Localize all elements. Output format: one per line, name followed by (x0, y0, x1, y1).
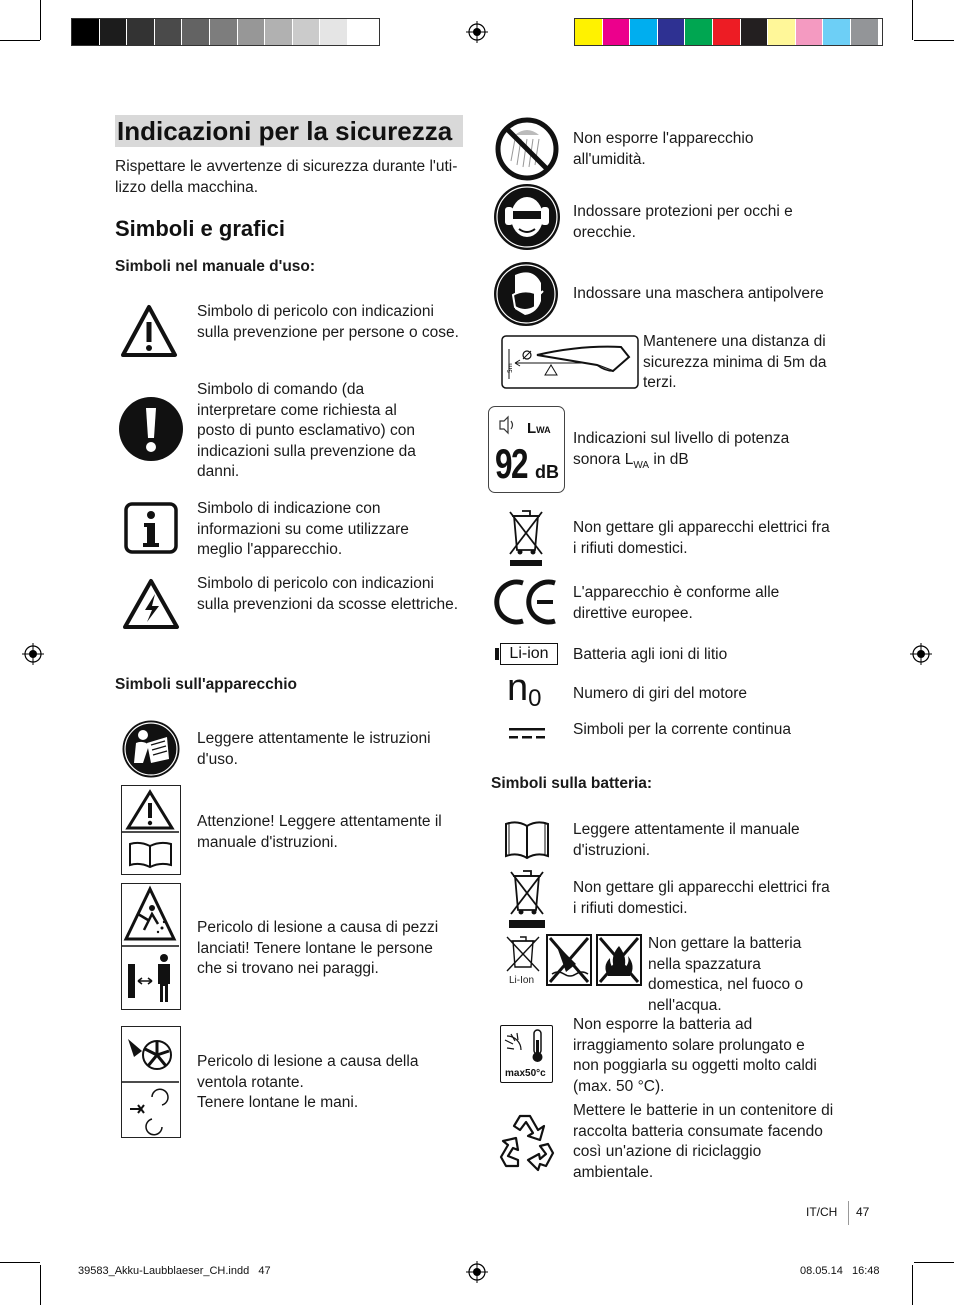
li-ion-icon: Li-ion (495, 643, 559, 665)
grayscale-bar (71, 18, 380, 46)
dust-mask-icon (493, 261, 559, 327)
device-symbol-text: Attenzione! Leggere attentamente il manuale d'istruzioni. (197, 813, 442, 851)
manual-symbol-text: Simbolo di pericolo con indicazioni sulla prevenzione per persone o cose. (197, 303, 459, 341)
intro-text: Rispettare le avvertenze di sicurezza durante l'uti-lizzo della macchina. (115, 158, 458, 196)
right-symbol-text: Indossare protezioni per occhi e orecchie. (573, 203, 793, 241)
device-symbol-text: Leggere attentamente le istruzioni d'uso. (197, 730, 431, 768)
li-ion-small-label: Li-Ion (509, 975, 535, 986)
color-swatch (348, 19, 376, 45)
info-icon (124, 502, 178, 554)
color-swatch (238, 19, 266, 45)
right-symbol-text: Simboli per la corrente continua (573, 721, 791, 738)
color-swatch (823, 19, 851, 45)
eye-ear-protection-icon (493, 183, 561, 251)
safety-distance-icon (501, 335, 639, 389)
color-swatch (630, 19, 658, 45)
attention-manual-icon (121, 785, 181, 875)
footer-divider (848, 1201, 849, 1225)
weee-bin-icon (506, 506, 546, 568)
sound-power-icon (488, 406, 565, 493)
color-bar (574, 18, 883, 46)
color-swatch (603, 19, 631, 45)
exclamation-circle-icon (118, 396, 184, 462)
device-symbol-text: Pericolo di lesione a causa di pezzi lanciati! Tenere lontane le persone che si trovano nei paraggi. (197, 919, 439, 978)
color-swatch (100, 19, 128, 45)
device-symbols-heading: Simboli sull'apparecchio (115, 676, 297, 693)
device-symbol-text: Pericolo di lesione a causa della ventola rotante. Tenere lontane le mani. (197, 1053, 419, 1112)
weee-bin-icon (507, 866, 547, 930)
warning-triangle-icon (120, 304, 178, 358)
manual-symbol-text: Simbolo di comando (da interpretare come richiesta al posto di punto esclamativo) con indicazioni sulla prevenzione da danni. (197, 381, 416, 481)
battery-symbol-text: Non gettare gli apparecchi elettrici fra i rifiuti domestici. (573, 879, 830, 917)
right-symbol-text: Numero di giri del motore (573, 685, 748, 702)
crop-mark (914, 1262, 954, 1263)
manual-book-icon (503, 818, 551, 860)
color-swatch (768, 19, 796, 45)
locale-label: IT/CH (806, 1205, 838, 1219)
rotating-fan-icon (121, 1026, 181, 1138)
color-swatch (320, 19, 348, 45)
crop-mark (40, 0, 41, 40)
right-symbol-text: Non esporre l'apparecchio all'umidità. (573, 130, 754, 168)
right-symbol-text: Mantenere una distanza di sicurezza minima di 5m da terzi. (643, 333, 827, 392)
lwa-label: LWA (527, 420, 551, 437)
color-swatch (796, 19, 824, 45)
battery-symbols-heading: Simboli sulla batteria: (491, 775, 653, 792)
slug-date: 08.05.14 16:48 (800, 1265, 880, 1277)
registration-mark-icon (22, 643, 44, 665)
crop-mark (0, 40, 40, 41)
page-number: 47 (856, 1205, 870, 1219)
color-swatch (575, 19, 603, 45)
registration-mark-icon (466, 21, 488, 43)
color-swatch (741, 19, 769, 45)
recycle-icon (496, 1110, 558, 1172)
battery-symbol-text: Leggere attentamente il manuale d'istruzioni. (573, 821, 800, 859)
right-symbol-text: Indicazioni sul livello di potenza sonora $L_{WA}$ in dB (573, 430, 790, 471)
slug-file: 39583_Akku-Laubblaeser_CH.indd 47 (78, 1265, 271, 1277)
registration-mark-icon (910, 643, 932, 665)
temperature-icon (500, 1025, 553, 1083)
battery-symbol-text: Mettere le batterie in un contenitore di raccolta batteria consumate facendo così un'azione di riciclaggio ambientale. (573, 1102, 834, 1181)
crop-mark (0, 1262, 40, 1263)
right-symbol-text: Batteria agli ioni di litio (573, 646, 728, 663)
thrown-objects-icon (121, 883, 181, 1010)
max-temp-label: max50°c (505, 1068, 546, 1079)
color-swatch (72, 19, 100, 45)
battery-symbol-text: Non gettare la batteria nella spazzatura domestica, nel fuoco o nell'acqua. (648, 935, 804, 1014)
manual-symbol-text: Simbolo di indicazione con informazioni su come utilizzare meglio l'apparecchio. (197, 500, 409, 559)
color-swatch (658, 19, 686, 45)
manual-symbol-text: Simbolo di pericolo con indicazioni sulla prevenzioni da scosse elettriche. (197, 575, 459, 613)
crop-mark (912, 1265, 913, 1305)
right-symbol-text: Indossare una maschera antipolvere (573, 285, 824, 302)
color-swatch (155, 19, 183, 45)
svg-text:5m: 5m (507, 363, 514, 373)
no-load-speed-icon: n0 (507, 667, 542, 712)
db-value: 92 (495, 440, 528, 487)
color-swatch (851, 19, 879, 45)
electric-shock-icon (122, 578, 180, 630)
color-swatch (685, 19, 713, 45)
battery-symbol-text: Non esporre la batteria ad irraggiamento solare prolungato e non poggiarla su oggetti molto caldi (max. 50 °C). (573, 1016, 817, 1095)
direct-current-icon (509, 726, 545, 740)
crop-mark (914, 40, 954, 41)
right-symbol-text: L'apparecchio è conforme alle direttive europee. (573, 584, 780, 622)
page-title: Indicazioni per la sicurezza (115, 115, 463, 147)
color-swatch (210, 19, 238, 45)
crop-mark (40, 1265, 41, 1305)
page-footer (806, 1205, 837, 1219)
right-symbol-text: Non gettare gli apparecchi elettrici fra i rifiuti domestici. (573, 519, 830, 557)
ce-mark-icon (493, 577, 561, 627)
color-swatch (182, 19, 210, 45)
crop-mark (912, 0, 913, 40)
color-swatch (265, 19, 293, 45)
read-manual-icon (121, 719, 181, 779)
color-swatch (293, 19, 321, 45)
color-swatch (713, 19, 741, 45)
no-rain-icon (495, 117, 559, 181)
section-title: Simboli e grafici (115, 216, 285, 241)
db-unit: dB (535, 462, 559, 482)
battery-disposal-icon (503, 933, 643, 989)
manual-symbols-heading: Simboli nel manuale d'uso: (115, 258, 316, 275)
color-swatch (127, 19, 155, 45)
registration-mark-icon (466, 1261, 488, 1283)
